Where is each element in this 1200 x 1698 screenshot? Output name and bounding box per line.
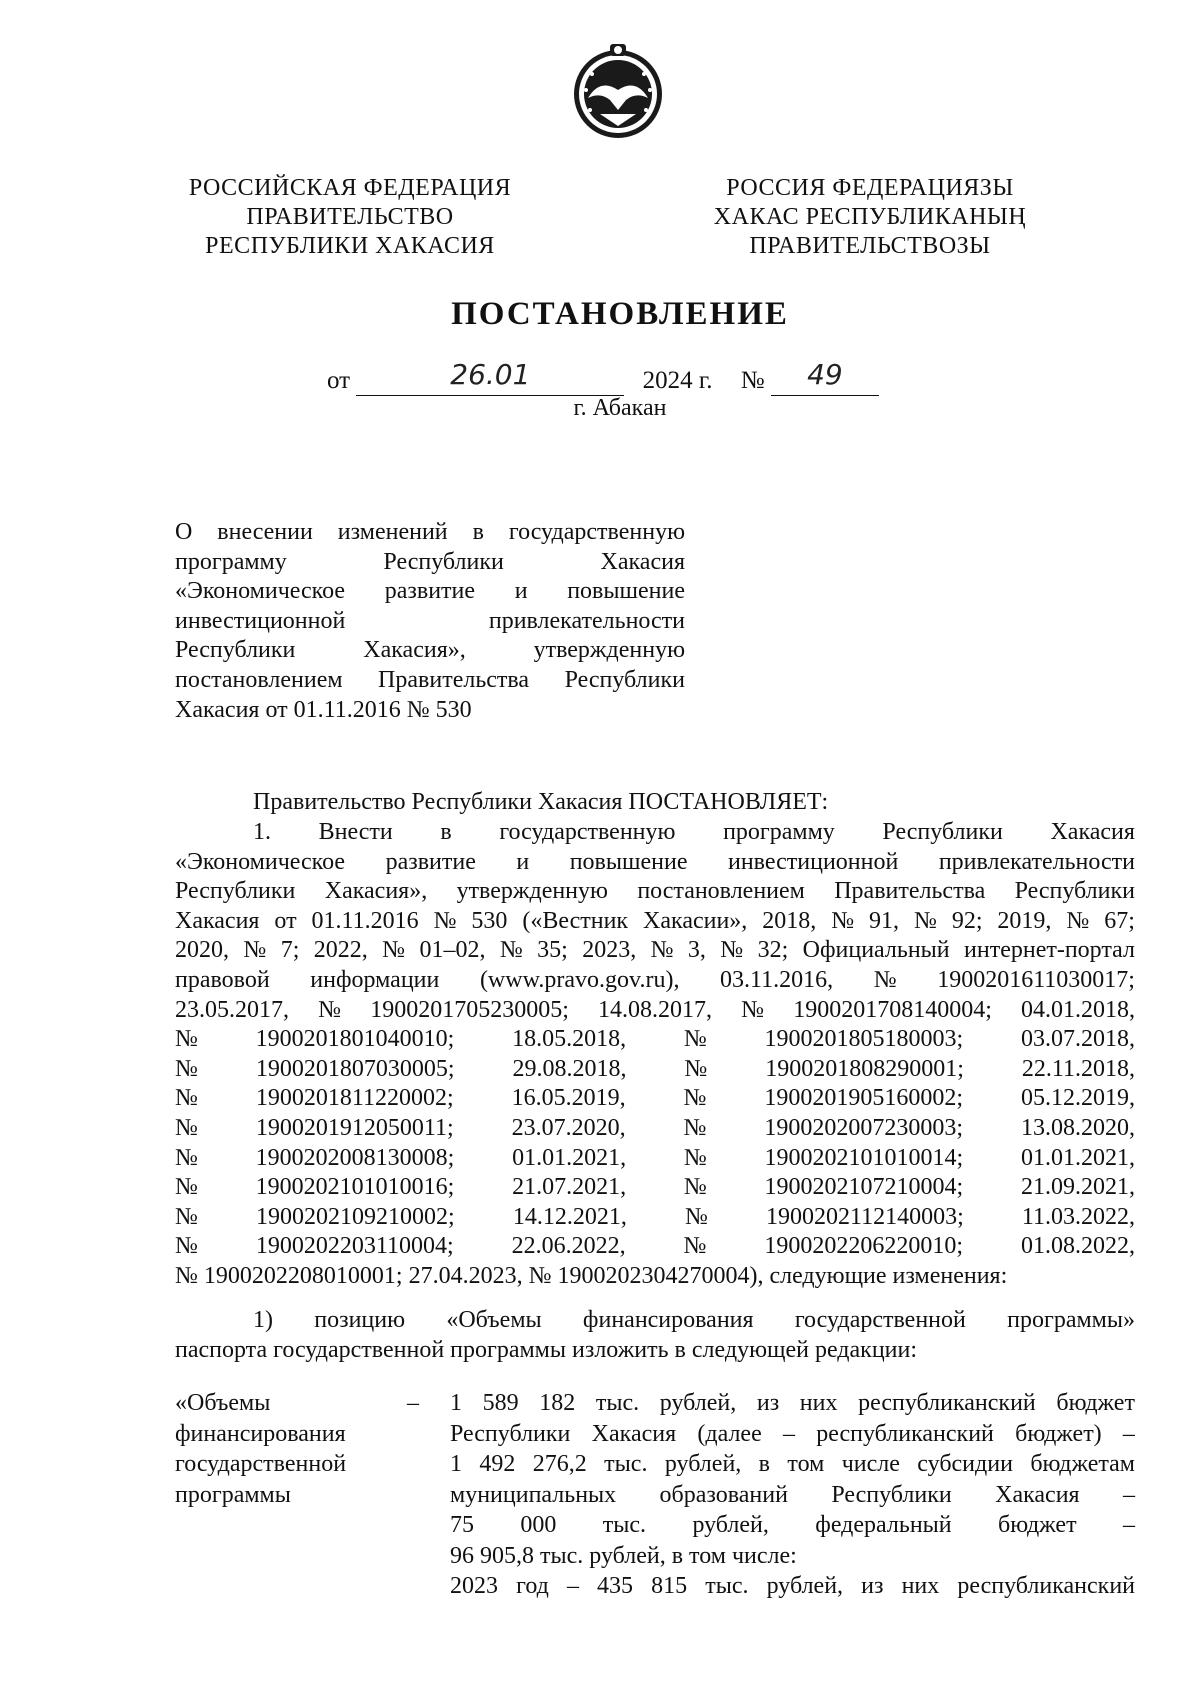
label-line: государственной <box>175 1451 347 1477</box>
word: год <box>516 1573 549 1599</box>
word: 2023 <box>450 1573 498 1599</box>
intro-text: Правительство Республики Хакасия ПОСТАНОВЛЯЕТ: <box>253 789 829 815</box>
year-text: 2024 г. <box>642 367 713 394</box>
date-prefix: от <box>327 367 351 394</box>
label-line: программы <box>175 1481 291 1508</box>
word: 92; <box>951 907 983 934</box>
word: 7; <box>280 937 300 964</box>
word: 1900201912050011; <box>255 1114 454 1141</box>
financing-line <box>450 1388 1135 1419</box>
word: постановлением <box>637 878 805 905</box>
word: позицию <box>314 1307 406 1333</box>
word: рублей, <box>692 1512 769 1538</box>
word: в <box>440 819 452 845</box>
word: Республики <box>175 878 296 905</box>
word: № <box>175 1233 198 1260</box>
word: инвестиционной <box>727 848 899 875</box>
word: 18.05.2018, <box>512 1026 627 1053</box>
paragraph-line <box>175 1144 1135 1174</box>
word: – <box>1122 1420 1135 1447</box>
word: тыс. <box>595 1390 640 1416</box>
intro-paragraph <box>175 788 1135 818</box>
label-line: финансирования <box>175 1420 346 1447</box>
word: № <box>683 1233 707 1260</box>
paragraph-line: № 1900202208010001; 27.04.2023, № 1900202304270004), следующие изменения: <box>175 1262 1008 1289</box>
date-line <box>327 358 879 396</box>
word: 1 <box>450 1390 462 1416</box>
word: – <box>566 1573 579 1599</box>
word: бюджет <box>998 1512 1077 1538</box>
paragraph-line <box>175 907 1135 937</box>
word: «Экономическое <box>175 848 346 875</box>
word: 01.11.2016 <box>311 907 419 934</box>
paragraph-line: паспорта государственной программы изложить в следующей редакции: <box>175 1336 918 1363</box>
subject-line: Республики Хакасия», утвержденную <box>175 637 685 664</box>
word: из <box>861 1573 884 1599</box>
word: в <box>758 1451 771 1477</box>
word: № <box>175 1026 198 1053</box>
word: 1900201611030017; <box>937 966 1135 993</box>
word: 1900202112140003; <box>765 1203 964 1230</box>
financing-label <box>175 1388 395 1510</box>
word: № <box>175 1203 198 1230</box>
paragraph-line <box>175 966 1135 996</box>
word: тыс. <box>604 1451 648 1477</box>
word: от <box>274 907 297 934</box>
word: них <box>799 1390 838 1416</box>
paragraph-line <box>175 1114 1135 1144</box>
paragraph-line <box>175 1306 1135 1336</box>
word: 01–02, <box>419 937 486 964</box>
word: – <box>782 1420 795 1447</box>
word: № <box>175 1055 198 1082</box>
header-right-line: ХАКАС РЕСПУБЛИКАНЫҢ <box>713 204 1027 230</box>
word: из <box>756 1390 780 1416</box>
financing-line <box>450 1449 1135 1480</box>
city-name: г. Абакан <box>573 395 667 421</box>
word: 14.08.2017, <box>598 996 712 1023</box>
paragraph-line <box>175 1203 1135 1233</box>
word: № <box>913 907 937 934</box>
word: 2019, <box>997 907 1052 934</box>
word: 03.11.2016, <box>720 966 834 993</box>
word: № <box>683 1085 707 1112</box>
document-title: ПОСТАНОВЛЕНИЕ <box>451 296 789 332</box>
header-right-khakas <box>690 174 1050 261</box>
word: № <box>433 907 457 934</box>
financing-line <box>450 1510 1135 1541</box>
word: республиканский <box>816 1420 994 1447</box>
word: информации <box>310 966 440 993</box>
word: Внести <box>318 819 393 845</box>
number-sign: № <box>740 367 765 394</box>
word: республиканский <box>858 1390 1036 1416</box>
word: 1900201805180003; <box>764 1026 964 1053</box>
word: федеральный <box>815 1512 952 1538</box>
word: муниципальных <box>450 1481 617 1508</box>
word: повышение <box>569 848 688 875</box>
word: образований <box>659 1481 788 1508</box>
word: 2023, <box>582 937 637 964</box>
financing-line <box>450 1419 1135 1450</box>
word: Республики <box>450 1420 571 1447</box>
word: 1900201905160002; <box>764 1085 964 1112</box>
word: 35; <box>537 937 568 964</box>
header-left-line: РОССИЙСКАЯ ФЕДЕРАЦИЯ <box>188 175 512 201</box>
word: № <box>175 1144 198 1171</box>
label-line: «Объемы <box>175 1390 271 1416</box>
word: 1900202007230003; <box>764 1114 964 1141</box>
word: № <box>683 1114 707 1141</box>
word: том <box>787 1451 825 1477</box>
header-right-line: РОССИЯ ФЕДЕРАЦИЯЗЫ <box>726 175 1014 201</box>
paragraph-line <box>175 848 1135 878</box>
word: № <box>741 996 765 1023</box>
word: финансирования <box>582 1307 754 1333</box>
word: 01.01.2021, <box>1020 1144 1135 1171</box>
number-field <box>771 358 879 396</box>
word: № <box>831 907 855 934</box>
word: 276,2 <box>532 1451 587 1477</box>
word: – <box>1122 1481 1135 1508</box>
word: 14.12.2021, <box>512 1203 627 1230</box>
word: 21.09.2021, <box>1020 1174 1135 1201</box>
header-left-line: РЕСПУБЛИКИ ХАКАСИЯ <box>205 233 495 259</box>
word: числе <box>841 1451 900 1477</box>
word: 2020, <box>175 937 229 964</box>
word: 2018, <box>762 907 817 934</box>
word: 1900201708140004; <box>793 996 992 1023</box>
financing-text <box>450 1388 1135 1602</box>
word: Хакасия <box>995 1481 1080 1508</box>
word: развитие <box>385 848 476 875</box>
word: 1. <box>253 819 271 845</box>
word: государственную <box>499 819 676 845</box>
word: № <box>175 1085 198 1112</box>
financing-line <box>450 1571 1135 1602</box>
word: № <box>175 1174 198 1201</box>
word: Хакасии», <box>643 907 748 934</box>
word: 11.03.2022, <box>1021 1203 1135 1230</box>
word: государственной <box>794 1307 966 1333</box>
word: Правительства <box>834 878 986 905</box>
word: 22.06.2022, <box>511 1233 626 1260</box>
word: № <box>683 1026 707 1053</box>
word: субсидии <box>917 1451 1013 1477</box>
word: № <box>499 937 523 964</box>
word: 04.01.2018, <box>1021 996 1135 1023</box>
word: Официальный <box>802 937 950 964</box>
word: 1900202101010014; <box>764 1144 964 1171</box>
word: и <box>516 848 530 875</box>
word: 03.07.2018, <box>1020 1026 1135 1053</box>
paragraph-line <box>175 1232 1135 1262</box>
paragraph-2 <box>175 1306 1135 1365</box>
word: 000 <box>520 1512 557 1538</box>
paragraph-line <box>175 1025 1135 1055</box>
financing-line <box>450 1480 1135 1511</box>
word: Хакасия», <box>324 878 428 905</box>
word: 22.11.2018, <box>1021 1055 1135 1082</box>
word: тыс. <box>705 1573 749 1599</box>
word: № <box>1066 907 1090 934</box>
word: – <box>1122 1512 1135 1538</box>
label-dash: – <box>407 1390 419 1416</box>
word: утвержденную <box>456 878 608 905</box>
coat-of-arms-emblem <box>570 38 666 142</box>
paragraph-1 <box>175 818 1135 1292</box>
word: 1900201705230005; <box>370 996 569 1023</box>
word: Республики <box>1014 878 1135 905</box>
word: 1900202008130008; <box>255 1144 455 1171</box>
paragraph-line <box>175 936 1135 966</box>
word: бюджет <box>1056 1390 1135 1416</box>
word: привлекательности <box>938 848 1135 875</box>
word: 1900201801040010; <box>255 1026 455 1053</box>
word: 1900202203110004; <box>255 1233 454 1260</box>
financing-line: 96 905,8 тыс. рублей, в том числе: <box>450 1542 797 1569</box>
word: тыс. <box>602 1512 647 1538</box>
word: программу <box>723 819 835 845</box>
word: интернет-портал <box>964 937 1135 964</box>
word: Республики <box>831 1481 952 1508</box>
word: 1900202109210002; <box>256 1203 455 1230</box>
word: 435 <box>597 1573 634 1599</box>
subject-block <box>175 518 685 725</box>
paragraph-line <box>175 818 1135 848</box>
word: Хакасия <box>1050 819 1135 845</box>
word: республиканский <box>957 1573 1135 1599</box>
word: 1900201807030005; <box>255 1055 455 1082</box>
paragraph-line <box>175 1055 1135 1085</box>
word: 29.08.2018, <box>512 1055 627 1082</box>
word: № <box>684 1203 708 1230</box>
word: рублей, <box>664 1451 742 1477</box>
word: 3, <box>687 937 706 964</box>
word: 32; <box>757 937 789 964</box>
subject-line: программу Республики Хакасия <box>175 548 685 575</box>
word: 1900201811220002; <box>255 1085 454 1112</box>
word: программы» <box>1007 1307 1135 1333</box>
word: 589 <box>482 1390 519 1416</box>
word: них <box>901 1573 940 1599</box>
word: 01.08.2022, <box>1020 1233 1135 1260</box>
word: № <box>684 1055 708 1082</box>
word: 13.08.2020, <box>1020 1114 1135 1141</box>
subject-line: О внесении изменений в государственную <box>175 519 685 545</box>
word: № <box>650 937 674 964</box>
subject-line: постановлением Правительства Республики <box>175 666 685 693</box>
word: (www.pravo.gov.ru), <box>479 966 680 993</box>
subject-line: Хакасия от 01.11.2016 № 530 <box>175 696 472 723</box>
word: № <box>382 937 406 964</box>
paragraph-line <box>175 1173 1135 1203</box>
subject-line: «Экономическое развитие и повышение <box>175 578 685 605</box>
word: Республики <box>882 819 1003 845</box>
handwritten-date: 26.01 <box>450 358 531 391</box>
word: 2022, <box>313 937 368 964</box>
word: № <box>720 937 744 964</box>
word: 1900202101010016; <box>255 1174 455 1201</box>
word: № <box>873 966 897 993</box>
word: 530 <box>471 907 508 934</box>
word: 91, <box>869 907 900 934</box>
word: рублей, <box>659 1390 737 1416</box>
word: бюджетам <box>1030 1451 1135 1477</box>
word: 67; <box>1104 907 1135 934</box>
paragraph-line <box>175 996 1135 1026</box>
word: 1 <box>450 1451 462 1477</box>
paragraph-line <box>175 1084 1135 1114</box>
header-left-russian <box>150 174 550 261</box>
word: 21.07.2021, <box>512 1174 627 1201</box>
word: правовой <box>175 966 270 993</box>
word: 75 <box>450 1512 474 1538</box>
word: 492 <box>479 1451 516 1477</box>
word: № <box>318 996 342 1023</box>
word: № <box>683 1174 707 1201</box>
word: 815 <box>651 1573 688 1599</box>
subject-line: инвестиционной привлекательности <box>175 607 685 634</box>
word: № <box>175 1114 198 1141</box>
word: бюджет) <box>1015 1420 1102 1447</box>
handwritten-number: 49 <box>807 358 843 391</box>
word: Хакасия <box>175 907 260 934</box>
word: 23.07.2020, <box>511 1114 626 1141</box>
word: 1) <box>253 1307 273 1333</box>
word: рублей, <box>766 1573 844 1599</box>
word: «Объемы <box>446 1307 542 1333</box>
word: 01.01.2021, <box>512 1144 627 1171</box>
date-field <box>356 358 624 396</box>
header-left-line: ПРАВИТЕЛЬСТВО <box>246 204 454 230</box>
word: 1900201808290001; <box>765 1055 964 1082</box>
word: Хакасия <box>591 1420 677 1447</box>
word: 1900202107210004; <box>764 1174 964 1201</box>
word: № <box>683 1144 707 1171</box>
header-right-line: ПРАВИТЕЛЬСТВОЗЫ <box>749 233 991 259</box>
word: 182 <box>539 1390 576 1416</box>
paragraph-line <box>175 877 1135 907</box>
word: № <box>243 937 267 964</box>
word: («Вестник <box>522 907 629 934</box>
word: 05.12.2019, <box>1020 1085 1135 1112</box>
word: 23.05.2017, <box>175 996 289 1023</box>
word: (далее <box>697 1420 762 1447</box>
word: 1900202206220010; <box>764 1233 964 1260</box>
word: 16.05.2019, <box>511 1085 626 1112</box>
